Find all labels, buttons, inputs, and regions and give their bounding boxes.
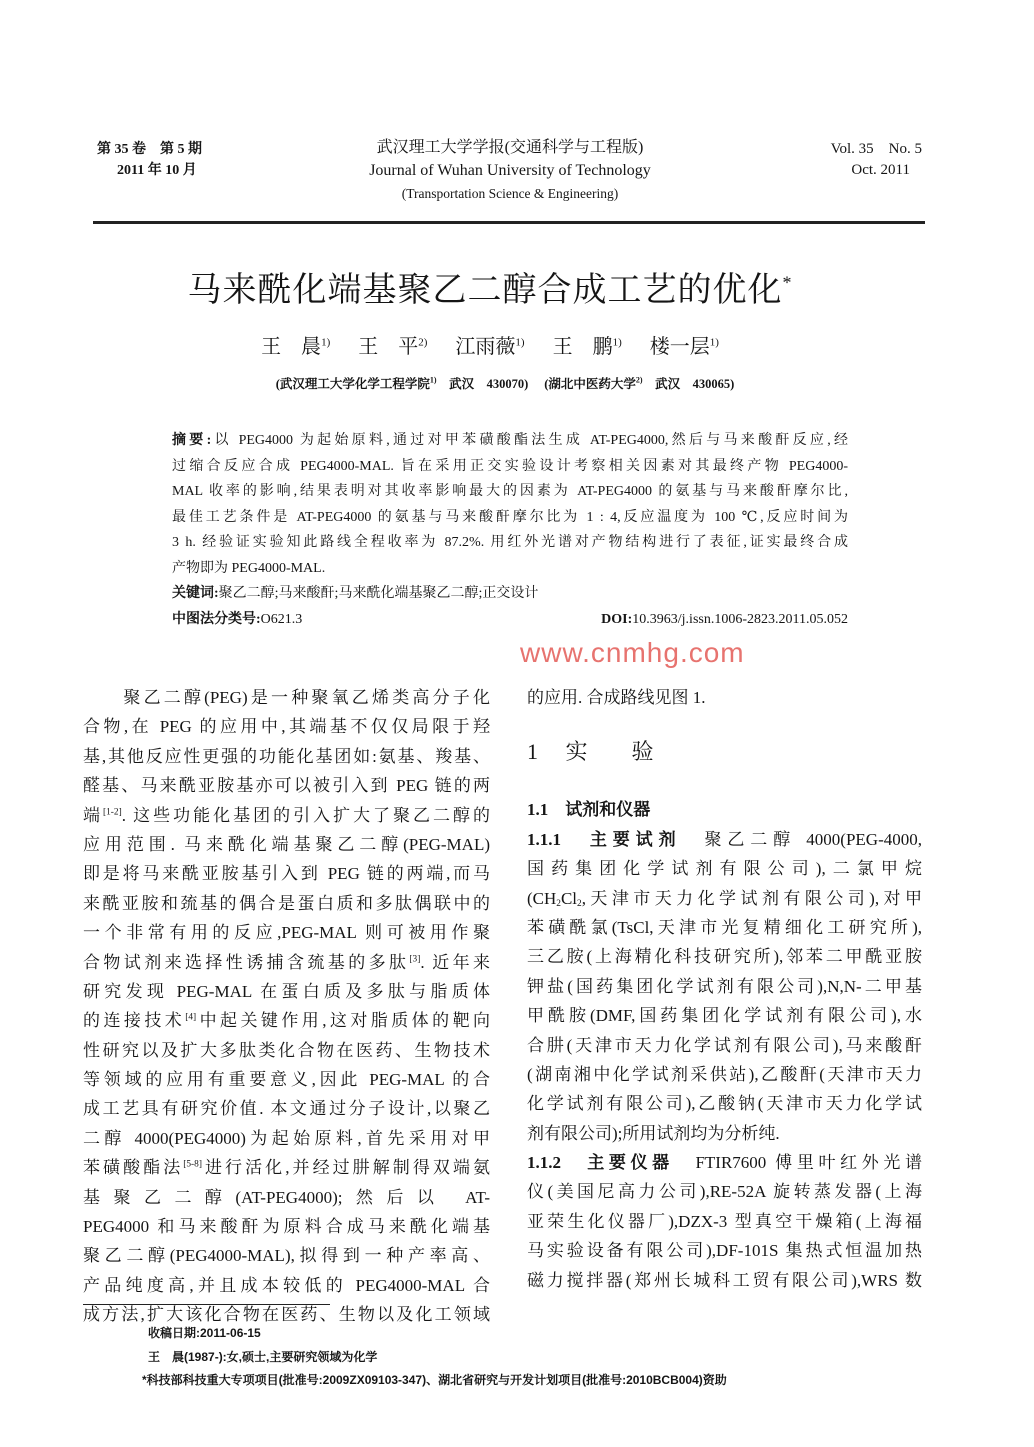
text-run: 合物试剂来选择性诱捕含巯基的多肽 bbox=[83, 952, 410, 972]
classification-row bbox=[172, 607, 848, 633]
affiliation-mark: 2) bbox=[635, 375, 643, 385]
funding-note: *科技部科技重大专项项目(批准号:2009ZX09103-347)、湖北省研究与开发计划项目(批准号:2010BCB004)资助 bbox=[142, 1373, 727, 1387]
keywords bbox=[172, 581, 848, 607]
doi-label: DOI: bbox=[601, 611, 633, 627]
clc-value: O621.3 bbox=[260, 611, 303, 627]
text-line bbox=[83, 771, 490, 800]
text-run: 一个非常有用的反应,PEG-MAL 则可被用作聚 bbox=[83, 923, 490, 943]
text-run: 二醇 4000(PEG4000)为起始原料,首先采用对甲 bbox=[83, 1128, 490, 1148]
text-line bbox=[527, 1148, 922, 1177]
text-run: 来酰亚胺和巯基的偶合是蛋白质和多肽偶联中的 bbox=[83, 893, 490, 913]
text-line bbox=[83, 742, 490, 771]
text-line bbox=[527, 854, 922, 883]
text-run: 仪(美国尼高力公司),RE-52A 旋转蒸发器(上海 bbox=[527, 1182, 922, 1202]
volume-issue-en: Vol. 35 No. 5 bbox=[830, 141, 922, 157]
text-line bbox=[527, 825, 922, 854]
journal-name-en: Journal of Wuhan University of Technology bbox=[369, 162, 651, 179]
abstract-line bbox=[172, 454, 848, 480]
paper-title bbox=[0, 262, 980, 311]
title-footnote-mark: * bbox=[782, 272, 793, 293]
affiliation-name: (湖北中医药大学 bbox=[544, 377, 636, 391]
watermark: www.cnmhg.com bbox=[520, 637, 745, 668]
text-run: 端 bbox=[83, 805, 103, 825]
author bbox=[455, 336, 524, 358]
text-line bbox=[83, 1153, 490, 1182]
author-affiliation-mark: 1) bbox=[709, 336, 719, 349]
text-run: (湖南湘中化学试剂采供站),乙酸酐(天津市天力 bbox=[527, 1064, 922, 1084]
author-name: 王 鹏 bbox=[552, 336, 613, 358]
text-run: 即是将马来酰亚胺基引入到 PEG 链的两端,而马 bbox=[83, 864, 490, 884]
text-line bbox=[83, 1183, 490, 1212]
text-run: 基,其他反应性更强的功能化基团如:氨基、羧基、 bbox=[83, 746, 490, 766]
text-run: 钾盐(国药集团化学试剂有限公司),N,N-二甲基 bbox=[527, 976, 922, 996]
text-line bbox=[83, 1212, 490, 1241]
abstract-text: MAL 收率的影响,结果表明对其收率影响最大的因素为 AT-PEG4000 的氨基与马来酸酐摩尔比, bbox=[172, 484, 848, 499]
journal-name bbox=[300, 136, 720, 205]
text-run: 中起关键作用,这对脂质体的靶向 bbox=[196, 1011, 491, 1031]
text-run: 性研究以及扩大多肽类化合物在医药、生物技术 bbox=[83, 1040, 490, 1060]
doi bbox=[601, 607, 848, 633]
text-run: 成工艺具有研究价值. 本文通过分子设计,以聚乙 bbox=[83, 1099, 490, 1119]
journal-subtitle-en: (Transportation Science & Engineering) bbox=[401, 186, 619, 201]
affiliation-name: (武汉理工大学化学工程学院 bbox=[275, 377, 430, 391]
text-run: . 这些功能化基团的引入扩大了聚乙二醇的 bbox=[121, 805, 491, 825]
text-run: 合物,在 PEG 的应用中,其端基不仅仅局限于羟 bbox=[83, 717, 490, 737]
citation-ref: [4] bbox=[185, 1012, 197, 1023]
affiliation bbox=[544, 377, 734, 391]
doi-value: 10.3963/j.issn.1006-2823.2011.05.052 bbox=[632, 611, 848, 627]
text-line bbox=[83, 948, 490, 977]
author-affiliation-mark: 1) bbox=[612, 336, 622, 349]
text-run: PEG4000 和马来酸酐为原料合成马来酰化端基 bbox=[83, 1217, 490, 1237]
clc-number bbox=[172, 607, 302, 633]
affiliation-city: 武汉 430065) bbox=[642, 377, 735, 391]
text-line bbox=[83, 801, 490, 830]
author-affiliation-mark: 1) bbox=[515, 336, 525, 349]
text-line bbox=[83, 1036, 490, 1065]
text-run: 剂有限公司);所用试剂均为分析纯. bbox=[527, 1123, 780, 1143]
text-run: 聚乙二醇 4000(PEG-4000, bbox=[704, 829, 922, 849]
text-line bbox=[83, 1271, 490, 1300]
text-line bbox=[527, 1236, 922, 1265]
volume-issue: 第 35 卷 第 5 期 bbox=[97, 142, 202, 157]
journal-name-cn: 武汉理工大学学报(交通科学与工程版) bbox=[376, 139, 644, 156]
affiliations bbox=[0, 374, 1010, 392]
citation-ref: [1-2] bbox=[103, 807, 122, 818]
text-run: 应用范围. 马来酰化端基聚乙二醇(PEG-MAL) bbox=[83, 834, 490, 854]
run-heading: 1.1.1 主要试剂 bbox=[527, 829, 705, 849]
section-title: 实 验 bbox=[565, 739, 654, 765]
text-run: 磁力搅拌器(郑州长城科工贸有限公司),WRS 数 bbox=[527, 1270, 922, 1290]
text-run: 亚荣生化仪器厂),DZX-3 型真空干燥箱(上海福 bbox=[527, 1211, 922, 1231]
text-line bbox=[83, 859, 490, 888]
text-run: 成方法,扩大该化合物在医药、生物以及化工领域 bbox=[83, 1305, 490, 1325]
author-name: 江雨薇 bbox=[455, 336, 516, 358]
abstract-line bbox=[172, 479, 848, 505]
paragraph-end: 的应用. 合成路线见图 1. bbox=[527, 688, 706, 707]
text-line bbox=[527, 1119, 922, 1148]
title-text: 马来酰化端基聚乙二醇合成工艺的优化 bbox=[187, 272, 783, 309]
text-run: 聚乙二醇(PEG)是一种聚氧乙烯类高分子化 bbox=[83, 688, 490, 707]
section-number: 1 bbox=[527, 739, 538, 765]
author-name: 王 平 bbox=[358, 336, 419, 358]
text-line bbox=[83, 1094, 490, 1123]
text-line bbox=[83, 977, 490, 1006]
text-line bbox=[83, 1065, 490, 1094]
clc-label: 中图法分类号: bbox=[172, 611, 261, 627]
subsection-heading: 1.1 试剂和仪器 bbox=[527, 800, 651, 820]
text-run: 醛基、马来酰亚胺基亦可以被引入到 PEG 链的两 bbox=[83, 776, 490, 796]
text-run: 等领域的应用有重要意义,因此 PEG-MAL 的合 bbox=[83, 1070, 490, 1090]
text-line bbox=[527, 1207, 922, 1236]
text-run: 研究发现 PEG-MAL 在蛋白质及多肽与脂质体 bbox=[83, 981, 490, 1001]
text-run: 进行活化,并经过肼解制得双端氨 bbox=[201, 1158, 490, 1178]
text-run: Cl bbox=[560, 888, 578, 908]
text-run: 化学试剂有限公司),乙酸钠(天津市天力化学试 bbox=[527, 1094, 922, 1114]
abstract-text: 3 h. 经验证实验知此路线全程收率为 87.2%. 用红外光谱对产物结构进行了表征,证实最终合成 bbox=[172, 535, 848, 550]
text-line bbox=[527, 1001, 922, 1030]
author-name: 楼一层 bbox=[649, 336, 710, 358]
text-line bbox=[83, 712, 490, 741]
section-heading bbox=[527, 735, 922, 775]
text-run: 马实验设备有限公司),DF-101S 集热式恒温加热 bbox=[527, 1241, 922, 1261]
text-run: 苯磺酰氯(TsCl,天津市光复精细化工研究所), bbox=[527, 917, 922, 937]
text-run: . 近年来 bbox=[420, 952, 491, 972]
text-run: 三乙胺(上海精化科技研究所),邻苯二甲酰亚胺 bbox=[527, 947, 922, 967]
text-line bbox=[83, 1006, 490, 1035]
text-line bbox=[527, 942, 922, 971]
issue-info-en bbox=[831, 139, 922, 181]
text-run: 苯磺酸酯法 bbox=[83, 1158, 184, 1178]
text-line bbox=[527, 1089, 922, 1118]
abstract-text: 过缩合反应合成 PEG4000-MAL. 旨在采用正交实验设计考察相关因素对其最终产物 PEG4000- bbox=[172, 458, 848, 474]
text-line bbox=[527, 972, 922, 1001]
body-right-column bbox=[527, 683, 922, 1295]
text-run: 国药集团化学试剂有限公司),二氯甲烷 bbox=[527, 859, 922, 879]
subscript: 2 bbox=[577, 898, 582, 909]
author bbox=[650, 336, 719, 358]
subscript: 2 bbox=[556, 898, 561, 909]
text-line bbox=[527, 884, 922, 913]
received-date: 收稿日期:2011-06-15 bbox=[148, 1326, 261, 1340]
abstract-line bbox=[172, 505, 848, 531]
affiliation-mark: 1) bbox=[429, 375, 437, 385]
text-run: 基聚乙二醇(AT-PEG4000);然后以 AT- bbox=[83, 1187, 490, 1207]
text-line bbox=[527, 913, 922, 942]
author-name: 王 晨 bbox=[261, 336, 322, 358]
text-run: 聚乙二醇(PEG4000-MAL),拟得到一种产率高、 bbox=[83, 1246, 490, 1266]
author-affiliation-mark: 2) bbox=[418, 336, 428, 349]
text-run: 合肼(天津市天力化学试剂有限公司),马来酸酐 bbox=[527, 1035, 922, 1055]
text-run: FTIR7600 傅里叶红外光谱 bbox=[695, 1153, 922, 1173]
keywords-text: 聚乙二醇;马来酸酐;马来酰化端基聚乙二醇;正交设计 bbox=[218, 586, 539, 601]
abstract-line bbox=[172, 556, 848, 582]
text-line bbox=[83, 918, 490, 947]
issue-date-en: Oct. 2011 bbox=[851, 162, 910, 178]
text-line bbox=[83, 683, 490, 712]
author bbox=[358, 336, 427, 358]
citation-ref: [3] bbox=[409, 953, 421, 964]
author-affiliation-mark: 1) bbox=[321, 336, 331, 349]
text-run: ,天津市天力化学试剂有限公司),对甲 bbox=[581, 888, 922, 908]
text-line bbox=[83, 1241, 490, 1270]
abstract-line bbox=[172, 428, 848, 454]
text-line bbox=[527, 1031, 922, 1060]
text-line bbox=[527, 1177, 922, 1206]
text-run: 的连接技术 bbox=[83, 1011, 186, 1031]
text-line bbox=[83, 830, 490, 859]
author bbox=[553, 336, 622, 358]
run-heading: 1.1.2 主要仪器 bbox=[527, 1153, 696, 1173]
author-bio: 王 晨(1987-):女,硕士,主要研究领域为化学 bbox=[148, 1349, 378, 1364]
text-line bbox=[527, 1266, 922, 1295]
abstract-text: 以 PEG4000 为起始原料,通过对甲苯磺酸酯法生成 AT-PEG4000,然后与马来酸酐反应,经 bbox=[211, 433, 848, 448]
abstract-text: 产物即为 PEG4000-MAL. bbox=[172, 560, 326, 576]
issue-info bbox=[97, 139, 202, 181]
text-line bbox=[527, 1060, 922, 1089]
footnote-rule bbox=[83, 1304, 330, 1305]
issue-date: 2011 年 10 月 bbox=[117, 163, 197, 178]
affiliation-city: 武汉 430070) bbox=[436, 377, 529, 391]
text-run: (CH bbox=[527, 888, 557, 908]
footnotes bbox=[142, 1322, 727, 1393]
header-rule bbox=[93, 221, 925, 224]
author-list bbox=[0, 330, 980, 359]
abstract-label: 摘要: bbox=[172, 433, 212, 448]
abstract bbox=[172, 428, 848, 632]
citation-ref: [5-8] bbox=[183, 1159, 202, 1170]
body-left-column bbox=[83, 683, 490, 1330]
affiliation bbox=[276, 377, 529, 391]
abstract-text: 最佳工艺条件是 AT-PEG4000 的氨基与马来酸酐摩尔比为 1 : 4,反应温度为 100 ℃,反应时间为 bbox=[172, 509, 848, 525]
abstract-line bbox=[172, 530, 848, 556]
text-line bbox=[83, 1124, 490, 1153]
keywords-label: 关键词: bbox=[172, 586, 219, 601]
text-run: 甲酰胺(DMF,国药集团化学试剂有限公司),水 bbox=[527, 1006, 922, 1026]
author bbox=[261, 336, 330, 358]
text-line bbox=[83, 889, 490, 918]
text-run: 产品纯度高,并且成本较低的 PEG4000-MAL 合 bbox=[83, 1275, 490, 1295]
